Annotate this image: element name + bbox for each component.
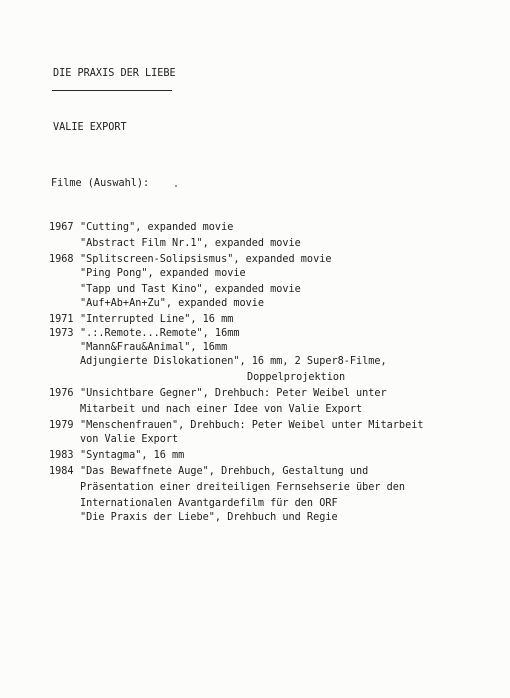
- film-entry: Mitarbeit und nach einer Idee von Valie Export: [80, 404, 363, 415]
- film-entry: "Ping Pong", expanded movie: [80, 268, 246, 279]
- film-entry: Doppelprojektion: [247, 372, 346, 383]
- film-year: 1973: [49, 328, 74, 339]
- film-entry: "Auf+Ab+An+Zu", expanded movie: [80, 298, 265, 309]
- film-entry: "Syntagma", 16 mm: [80, 450, 185, 461]
- film-year: 1983: [49, 450, 74, 461]
- film-year: 1967: [49, 222, 74, 233]
- film-year: 1971: [49, 314, 74, 325]
- film-entry: "Das Bewaffnete Auge", Drehbuch, Gestaltung und: [80, 466, 369, 477]
- film-entry: "Menschenfrauen", Drehbuch: Peter Weibel unter Mitarbeit: [80, 420, 424, 431]
- author-name: VALIE EXPORT: [53, 122, 127, 133]
- film-entry: "Unsichtbare Gegner", Drehbuch: Peter Weibel unter: [80, 388, 387, 399]
- film-entry: Adjungierte Dislokationen", 16 mm, 2 Super8-Filme,: [80, 356, 387, 367]
- film-entry: "Tapp und Tast Kino", expanded movie: [80, 284, 301, 295]
- film-entry: "Mann&Frau&Animal", 16mm: [80, 342, 228, 353]
- film-entry: "Interrupted Line", 16 mm: [80, 314, 234, 325]
- film-year: 1984: [49, 466, 74, 477]
- title-underline: [52, 90, 172, 91]
- section-heading: Filme (Auswahl):: [51, 178, 150, 189]
- film-entry: "Cutting", expanded movie: [80, 222, 234, 233]
- paper-speck: [175, 185, 177, 187]
- film-entry: von Valie Export: [80, 434, 179, 445]
- film-entry: ".:.Remote...Remote", 16mm: [80, 328, 240, 339]
- document-title: DIE PRAXIS DER LIEBE: [53, 68, 176, 79]
- film-entry: "Die Praxis der Liebe", Drehbuch und Regie: [80, 512, 338, 523]
- film-year: 1976: [49, 388, 74, 399]
- film-entry: Internationalen Avantgardefilm für den ORF: [80, 498, 338, 509]
- film-year: 1979: [49, 420, 74, 431]
- film-entry: "Abstract Film Nr.1", expanded movie: [80, 238, 301, 249]
- film-entry: "Splitscreen-Solipsismus", expanded movie: [80, 254, 332, 265]
- film-entry: Präsentation einer dreiteiligen Fernsehserie über den: [80, 482, 406, 493]
- film-year: 1968: [49, 254, 74, 265]
